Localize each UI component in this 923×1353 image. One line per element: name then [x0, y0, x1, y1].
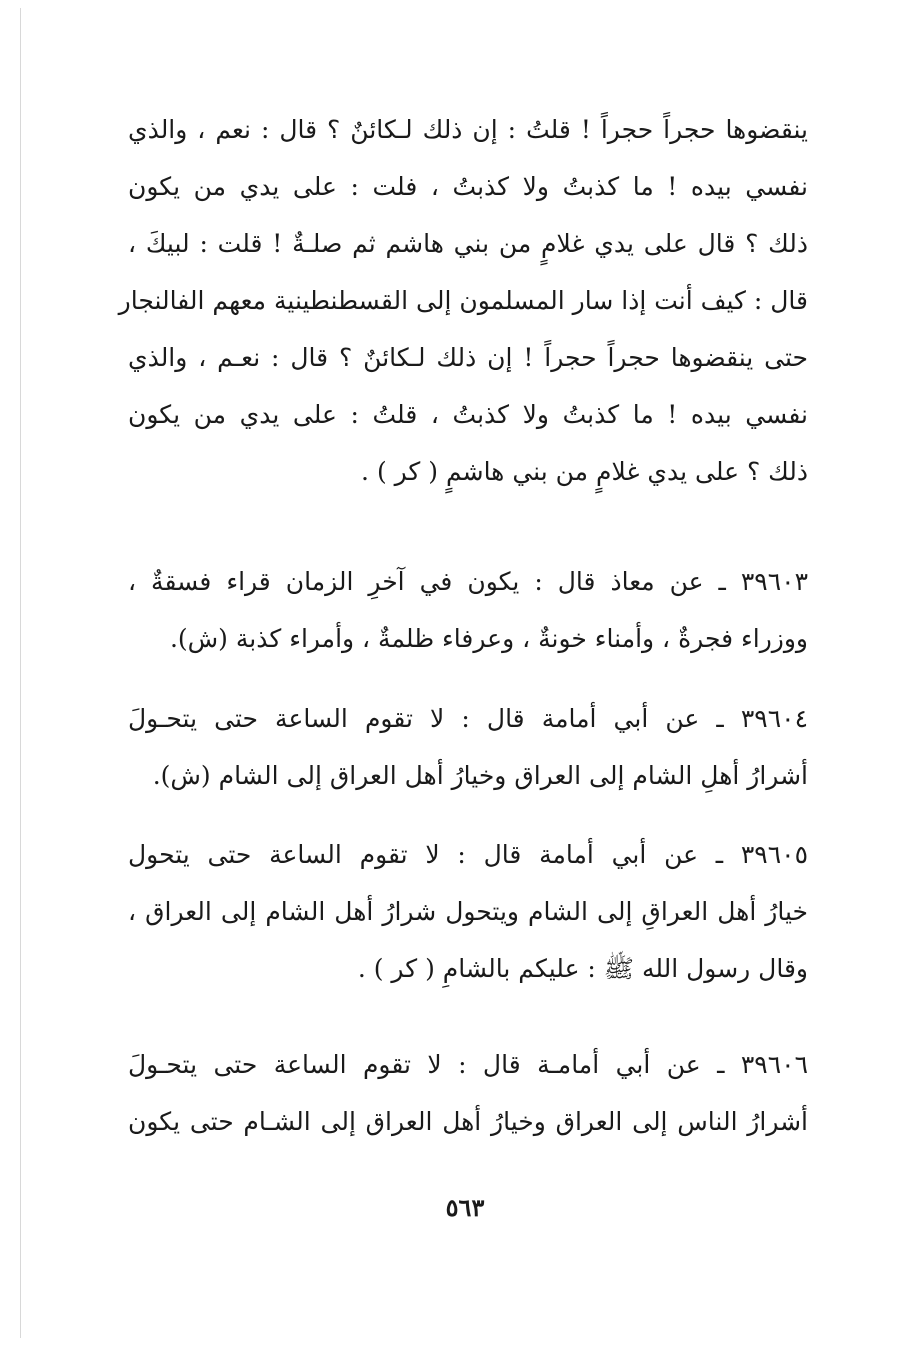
text-line: حتى ينقضوها حجراً حجراً ! إن ذلك لـكائنٌ ؟ قال : نعـم ، والذي: [128, 343, 808, 372]
text-line: ووزراء فجرةٌ ، وأمناء خونةٌ ، وعرفاء ظلمةٌ ، وأمراء كذبة (ش).: [169, 624, 808, 653]
text-line: ٣٩٦٠٣ ـ عن معاذ قال : يكون في آخرِ الزمان قراء فسقةٌ ،: [128, 567, 808, 596]
paragraph-continuation: [118, 101, 808, 500]
text-line: نفسي بيده ! ما كذبتُ ولا كذبتُ ، فلت : على يدي من يكون: [128, 172, 808, 201]
text-line: أشرارُ الناس إلى العراق وخيارُ أهل العراق إلى الشـام حتى يكون: [128, 1107, 808, 1136]
text-line: نفسي بيده ! ما كذبتُ ولا كذبتُ ، قلتُ : على يدي من يكون: [128, 400, 808, 429]
text-line: وقال رسول الله ﷺ : عليكم بالشامِ ( كر ) .: [357, 954, 808, 983]
text-line: ذلك ؟ على يدي غلامٍ من بني هاشمٍ ( كر ) .: [361, 457, 808, 486]
hadith-entry: [128, 690, 808, 804]
text-line: ٣٩٦٠٤ ـ عن أبي أمامة قال : لا تقوم الساعة حتى يتحـولَ: [128, 704, 808, 733]
page-number: ٥٦٣: [445, 1193, 485, 1222]
text-line: ذلك ؟ قال على يدي غلامٍ من بني هاشم ثم صلـةٌ ! قلت : لبيكَ ،: [128, 229, 808, 258]
text-line: ينقضوها حجراً حجراً ! قلتُ : إن ذلك لـكائنٌ ؟ قال : نعم ، والذي: [128, 115, 808, 144]
text-line: ٣٩٦٠٦ ـ عن أبي أمامـة قال : لا تقوم الساعة حتى يتحـولَ: [128, 1050, 808, 1079]
text-line: أشرارُ أهلِ الشام إلى العراق وخيارُ أهل العراق إلى الشام (ش).: [152, 761, 808, 790]
hadith-entry: [128, 826, 808, 997]
text-line: خيارُ أهل العراقِ إلى الشام ويتحول شرارُ أهل الشام إلى العراق ،: [128, 897, 808, 926]
hadith-entry: [128, 553, 808, 667]
hadith-entry: [128, 1036, 808, 1150]
text-line: ٣٩٦٠٥ ـ عن أبي أمامة قال : لا تقوم الساعة حتى يتحول: [128, 840, 808, 869]
scan-edge-line: [20, 8, 21, 1338]
text-line: قال : كيف أنت إذا سار المسلمون إلى القسطنطينية معهم الفالنجار: [118, 286, 808, 315]
